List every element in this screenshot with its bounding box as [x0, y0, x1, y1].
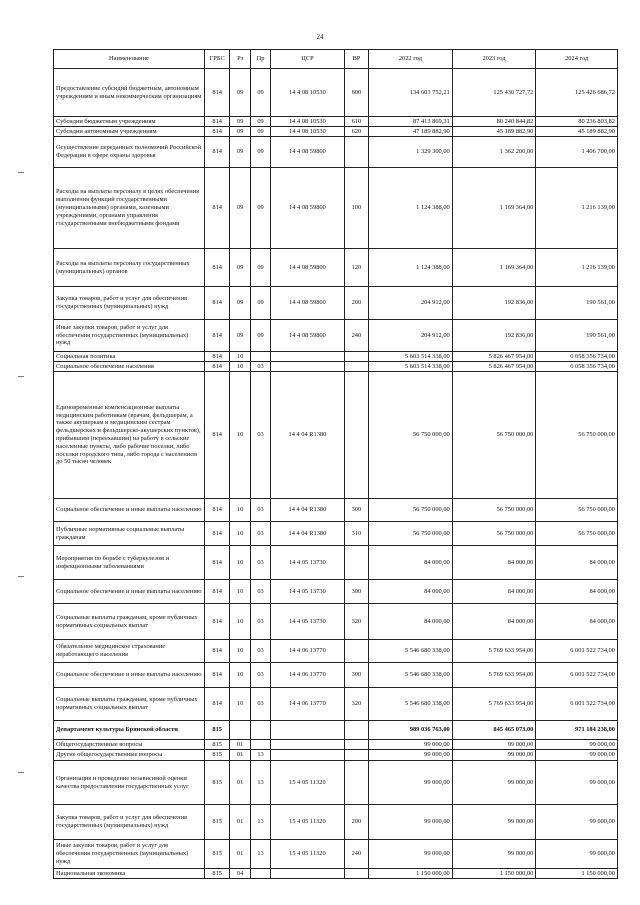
row-amount-2024: 971 184 238,00: [536, 721, 618, 740]
row-amount-2024: 1 216 139,00: [536, 249, 618, 287]
row-amount-2023: 56 750 000,00: [452, 372, 536, 499]
row-csr: 14 4 06 13770: [271, 688, 344, 721]
row-name: Социальное обеспечение населения: [54, 362, 205, 372]
row-rz: 09: [230, 117, 250, 127]
row-vr: [344, 546, 368, 580]
row-name: Обязательное медицинское страхование неработающего населения: [54, 640, 205, 663]
row-rz: 10: [230, 522, 250, 546]
row-rz: 10: [230, 640, 250, 663]
row-amount-2023: 5 769 633 954,00: [452, 688, 536, 721]
row-amount-2024: 125 426 686,72: [536, 69, 618, 117]
row-csr: 14 4 04 R1380: [271, 499, 344, 522]
row-vr: 600: [344, 69, 368, 117]
row-amount-2023: 56 750 000,00: [452, 522, 536, 546]
row-rz: 01: [230, 750, 250, 761]
table-row: [54, 287, 618, 320]
row-name: Публичные нормативные социальные выплаты гражданам: [54, 522, 205, 546]
row-name: Департамент культуры Брянской области: [54, 721, 205, 740]
row-amount-2024: 84 000,00: [536, 546, 618, 580]
row-name: Закупка товаров, работ и услуг для обеспечения государственных (муниципальных) нужд: [54, 287, 205, 320]
row-csr: [271, 869, 344, 879]
row-amount-2023: 5 826 467 954,00: [452, 362, 536, 372]
row-amount-2022: 84 000,00: [369, 580, 453, 604]
row-amount-2022: 5 546 680 338,00: [369, 640, 453, 663]
row-rz: 04: [230, 869, 250, 879]
row-amount-2022: 99 000,00: [369, 805, 453, 840]
row-rz: 09: [230, 287, 250, 320]
row-name: Социальные выплаты гражданам, кроме публичных нормативных социальных выплат: [54, 604, 205, 640]
budget-table: [53, 49, 618, 879]
row-amount-2022: 87 413 869,31: [369, 117, 453, 127]
table-row: [54, 352, 618, 362]
row-vr: [344, 740, 368, 750]
row-amount-2022: 47 189 882,90: [369, 127, 453, 137]
row-grbs: 814: [204, 168, 229, 249]
table-row: [54, 372, 618, 499]
row-csr: 14 4 08 59800: [271, 249, 344, 287]
table-row: [54, 499, 618, 522]
row-amount-2022: 99 000,00: [369, 840, 453, 869]
row-amount-2023: 5 826 467 954,00: [452, 352, 536, 362]
row-pr: 13: [250, 840, 270, 869]
row-grbs: 814: [204, 640, 229, 663]
column-header-pr: Пр: [250, 50, 270, 69]
row-csr: [271, 721, 344, 740]
row-amount-2024: 190 561,00: [536, 287, 618, 320]
row-name: Общегосударственные вопросы: [54, 740, 205, 750]
column-header-name: Наименование: [54, 50, 205, 69]
row-grbs: 814: [204, 688, 229, 721]
row-csr: 14 4 06 13770: [271, 640, 344, 663]
row-amount-2023: 99 000,00: [452, 840, 536, 869]
row-csr: 14 4 05 13730: [271, 580, 344, 604]
table-row: [54, 640, 618, 663]
row-csr: 14 4 08 59800: [271, 137, 344, 168]
row-amount-2023: 84 000,00: [452, 604, 536, 640]
row-pr: 13: [250, 750, 270, 761]
row-amount-2023: 99 000,00: [452, 740, 536, 750]
row-name: Социальная политика: [54, 352, 205, 362]
row-amount-2022: 56 750 000,00: [369, 499, 453, 522]
page-number: 24: [316, 33, 324, 41]
row-amount-2023: 125 430 727,72: [452, 69, 536, 117]
column-header-vr: ВР: [344, 50, 368, 69]
row-grbs: 814: [204, 69, 229, 117]
column-header-csr: ЦСР: [271, 50, 344, 69]
row-amount-2024: 84 000,00: [536, 604, 618, 640]
column-header-2023: 2023 год: [452, 50, 536, 69]
row-amount-2024: 1 406 700,00: [536, 137, 618, 168]
row-grbs: 814: [204, 249, 229, 287]
row-vr: [344, 721, 368, 740]
row-vr: [344, 761, 368, 805]
table-row: [54, 805, 618, 840]
row-csr: 14 4 04 R1380: [271, 372, 344, 499]
row-grbs: 814: [204, 604, 229, 640]
row-pr: 03: [250, 640, 270, 663]
row-grbs: 815: [204, 740, 229, 750]
row-rz: 09: [230, 127, 250, 137]
column-header-rz: Рз: [230, 50, 250, 69]
row-pr: 09: [250, 287, 270, 320]
row-csr: [271, 352, 344, 362]
row-pr: 09: [250, 137, 270, 168]
row-csr: [271, 740, 344, 750]
row-amount-2024: 6 001 522 734,00: [536, 688, 618, 721]
row-rz: 10: [230, 604, 250, 640]
table-row: [54, 168, 618, 249]
row-vr: 240: [344, 840, 368, 869]
row-amount-2022: 5 546 680 338,00: [369, 663, 453, 688]
row-csr: [271, 362, 344, 372]
row-rz: 01: [230, 840, 250, 869]
row-csr: 14 4 06 13770: [271, 663, 344, 688]
row-pr: 03: [250, 372, 270, 499]
row-vr: 200: [344, 287, 368, 320]
row-grbs: 814: [204, 372, 229, 499]
table-row: [54, 604, 618, 640]
row-amount-2022: 99 000,00: [369, 750, 453, 761]
row-grbs: 814: [204, 320, 229, 352]
row-grbs: 815: [204, 750, 229, 761]
row-amount-2024: 1 150 000,00: [536, 869, 618, 879]
row-amount-2024: 56 750 000,00: [536, 499, 618, 522]
row-grbs: 814: [204, 137, 229, 168]
row-amount-2022: 1 124 388,00: [369, 249, 453, 287]
table-row: [54, 546, 618, 580]
table-header-row: [54, 50, 618, 69]
row-grbs: 815: [204, 761, 229, 805]
row-amount-2024: 1 216 139,00: [536, 168, 618, 249]
table-row: [54, 362, 618, 372]
row-name: Закупка товаров, работ и услуг для обеспечения государственных (муниципальных) нужд: [54, 805, 205, 840]
row-amount-2022: 204 912,00: [369, 320, 453, 352]
row-amount-2022: 56 750 000,00: [369, 522, 453, 546]
row-csr: 14 4 08 59800: [271, 168, 344, 249]
row-rz: 09: [230, 168, 250, 249]
margin-mark: [18, 576, 24, 577]
row-pr: 09: [250, 127, 270, 137]
row-rz: 10: [230, 499, 250, 522]
row-rz: 09: [230, 320, 250, 352]
row-vr: [344, 352, 368, 362]
row-grbs: 814: [204, 499, 229, 522]
row-rz: 10: [230, 688, 250, 721]
table-row: [54, 69, 618, 117]
row-grbs: 815: [204, 805, 229, 840]
row-pr: 03: [250, 663, 270, 688]
row-name: Иные закупки товаров, работ и услуг для обеспечения государственных (муниципальных) нужд: [54, 320, 205, 352]
row-amount-2024: 99 000,00: [536, 805, 618, 840]
row-pr: 03: [250, 580, 270, 604]
row-vr: [344, 750, 368, 761]
row-name: Организация и проведение независимой оценки качества предоставления государственных услуг: [54, 761, 205, 805]
row-grbs: 814: [204, 663, 229, 688]
table-row: [54, 580, 618, 604]
row-amount-2024: 99 000,00: [536, 750, 618, 761]
row-name: Социальные выплаты гражданам, кроме публичных нормативных социальных выплат: [54, 688, 205, 721]
row-amount-2022: 5 603 514 338,00: [369, 362, 453, 372]
row-rz: 01: [230, 761, 250, 805]
row-vr: 620: [344, 127, 368, 137]
row-grbs: 814: [204, 580, 229, 604]
row-amount-2022: 989 036 763,00: [369, 721, 453, 740]
row-grbs: 814: [204, 127, 229, 137]
row-grbs: 814: [204, 287, 229, 320]
row-amount-2024: 56 750 000,00: [536, 522, 618, 546]
row-grbs: 815: [204, 869, 229, 879]
table-row: [54, 761, 618, 805]
row-csr: 14 4 08 59800: [271, 320, 344, 352]
row-name: Мероприятия по борьбе с туберкулезом и инфекционными заболеваниями: [54, 546, 205, 580]
row-vr: 310: [344, 522, 368, 546]
row-pr: 09: [250, 249, 270, 287]
row-amount-2023: 192 836,00: [452, 287, 536, 320]
table-row: [54, 320, 618, 352]
row-amount-2022: 99 000,00: [369, 761, 453, 805]
row-rz: 01: [230, 805, 250, 840]
row-amount-2023: 80 240 844,82: [452, 117, 536, 127]
row-vr: 200: [344, 805, 368, 840]
row-amount-2023: 1 169 364,00: [452, 168, 536, 249]
row-pr: 09: [250, 168, 270, 249]
row-amount-2023: 84 000,00: [452, 546, 536, 580]
row-amount-2023: 1 169 364,00: [452, 249, 536, 287]
row-rz: 10: [230, 372, 250, 499]
row-name: Национальная экономика: [54, 869, 205, 879]
row-amount-2024: 99 000,00: [536, 740, 618, 750]
row-csr: [271, 750, 344, 761]
row-pr: 03: [250, 546, 270, 580]
row-pr: [250, 721, 270, 740]
row-amount-2023: 5 769 633 954,00: [452, 663, 536, 688]
row-grbs: 815: [204, 840, 229, 869]
row-vr: [344, 640, 368, 663]
row-pr: 09: [250, 320, 270, 352]
row-csr: 15 4 05 11320: [271, 805, 344, 840]
row-grbs: 814: [204, 546, 229, 580]
row-amount-2023: 845 465 073,00: [452, 721, 536, 740]
row-amount-2024: 45 189 882,90: [536, 127, 618, 137]
row-name: Единовременные компенсационные выплаты медицинским работникам (врачам, фельдшерам, а также акушеркам и медицинским сестрам фельдшерских и фельдшерско-акушерских пунктов), прибывшим (переехавшим) на работу в сельские населенные пункты, либо рабочие поселки, либо поселки городского типа, либо города с населением до 50 тысяч человек: [54, 372, 205, 499]
column-header-2024: 2024 год: [536, 50, 618, 69]
row-vr: [344, 869, 368, 879]
row-amount-2022: 204 912,00: [369, 287, 453, 320]
row-csr: 14 4 08 10530: [271, 117, 344, 127]
row-pr: 03: [250, 362, 270, 372]
row-pr: 09: [250, 117, 270, 127]
row-amount-2024: 80 236 803,82: [536, 117, 618, 127]
row-vr: 240: [344, 320, 368, 352]
row-name: Расходы на выплаты персоналу государственных (муниципальных) органов: [54, 249, 205, 287]
row-csr: 14 4 05 13730: [271, 546, 344, 580]
row-amount-2022: 5 546 680 338,00: [369, 688, 453, 721]
row-pr: [250, 352, 270, 362]
row-csr: 14 4 08 10530: [271, 127, 344, 137]
row-pr: 13: [250, 761, 270, 805]
margin-mark: [18, 772, 24, 773]
row-pr: 03: [250, 688, 270, 721]
row-amount-2024: 6 058 356 734,00: [536, 362, 618, 372]
row-amount-2023: 192 836,00: [452, 320, 536, 352]
row-amount-2024: 84 000,00: [536, 580, 618, 604]
row-vr: 300: [344, 580, 368, 604]
row-pr: 03: [250, 499, 270, 522]
row-amount-2023: 84 000,00: [452, 580, 536, 604]
row-amount-2022: 56 750 000,00: [369, 372, 453, 499]
row-rz: 10: [230, 663, 250, 688]
row-amount-2023: 1 150 000,00: [452, 869, 536, 879]
row-vr: 300: [344, 499, 368, 522]
row-amount-2022: 134 603 752,21: [369, 69, 453, 117]
row-amount-2023: 99 000,00: [452, 750, 536, 761]
row-amount-2023: 1 362 200,00: [452, 137, 536, 168]
row-vr: 320: [344, 688, 368, 721]
row-grbs: 815: [204, 721, 229, 740]
row-pr: 03: [250, 522, 270, 546]
table-row: [54, 117, 618, 127]
row-amount-2024: 6 001 522 734,00: [536, 640, 618, 663]
margin-mark: [18, 376, 24, 377]
table-row: [54, 721, 618, 740]
table-row: [54, 137, 618, 168]
row-vr: [344, 137, 368, 168]
row-amount-2022: 1 329 300,00: [369, 137, 453, 168]
table-row: [54, 127, 618, 137]
table-row: [54, 663, 618, 688]
row-name: Социальное обеспечение и иные выплаты населению: [54, 499, 205, 522]
row-rz: 01: [230, 740, 250, 750]
row-vr: 610: [344, 117, 368, 127]
row-amount-2023: 99 000,00: [452, 761, 536, 805]
row-rz: 10: [230, 580, 250, 604]
row-pr: 09: [250, 69, 270, 117]
row-csr: 14 4 04 R1380: [271, 522, 344, 546]
row-rz: 09: [230, 69, 250, 117]
table-row: [54, 869, 618, 879]
row-pr: 03: [250, 604, 270, 640]
margin-mark: [18, 172, 24, 173]
row-vr: 320: [344, 604, 368, 640]
row-grbs: 814: [204, 522, 229, 546]
row-vr: 300: [344, 663, 368, 688]
row-amount-2024: 190 561,00: [536, 320, 618, 352]
table-row: [54, 740, 618, 750]
row-amount-2022: 1 150 000,00: [369, 869, 453, 879]
row-rz: 09: [230, 249, 250, 287]
row-amount-2024: 6 001 522 734,00: [536, 663, 618, 688]
row-amount-2022: 5 603 514 338,00: [369, 352, 453, 362]
row-csr: 14 4 08 59800: [271, 287, 344, 320]
row-rz: 10: [230, 352, 250, 362]
row-csr: 15 4 05 11320: [271, 840, 344, 869]
row-name: Осуществление переданных полномочий Российской Федерации в сфере охраны здоровья: [54, 137, 205, 168]
row-vr: 100: [344, 168, 368, 249]
row-name: Предоставление субсидий бюджетным, автономным учреждениям и иным некоммерческим организациям: [54, 69, 205, 117]
row-csr: 14 4 08 10530: [271, 69, 344, 117]
row-amount-2022: 84 000,00: [369, 546, 453, 580]
table-row: [54, 522, 618, 546]
table-row: [54, 840, 618, 869]
row-pr: [250, 869, 270, 879]
column-header-grbs: ГРБС: [204, 50, 229, 69]
row-name: Социальное обеспечение и иные выплаты населению: [54, 663, 205, 688]
table-row: [54, 750, 618, 761]
row-name: Социальное обеспечение и иные выплаты населению: [54, 580, 205, 604]
row-amount-2022: 1 124 388,00: [369, 168, 453, 249]
row-vr: [344, 362, 368, 372]
row-csr: 14 4 05 13730: [271, 604, 344, 640]
row-name: Субсидии бюджетным учреждениям: [54, 117, 205, 127]
table-row: [54, 249, 618, 287]
row-name: Субсидии автономным учреждениям: [54, 127, 205, 137]
row-rz: 10: [230, 546, 250, 580]
row-amount-2023: 5 769 633 954,00: [452, 640, 536, 663]
row-name: Иные закупки товаров, работ и услуг для обеспечения государственных (муниципальных) нужд: [54, 840, 205, 869]
row-rz: 10: [230, 362, 250, 372]
row-pr: [250, 740, 270, 750]
row-vr: 120: [344, 249, 368, 287]
row-amount-2024: 99 000,00: [536, 840, 618, 869]
row-amount-2023: 45 189 882,90: [452, 127, 536, 137]
row-amount-2024: 99 000,00: [536, 761, 618, 805]
row-vr: [344, 372, 368, 499]
table-row: [54, 688, 618, 721]
row-grbs: 814: [204, 352, 229, 362]
row-rz: [230, 721, 250, 740]
row-csr: 15 4 05 11320: [271, 761, 344, 805]
row-amount-2022: 84 000,00: [369, 604, 453, 640]
row-pr: 13: [250, 805, 270, 840]
row-name: Расходы на выплаты персоналу в целях обеспечения выполнения функций государственными (муниципальными) органами, казенными учреждениями, органами управления государственными внебюджетными фондами: [54, 168, 205, 249]
row-grbs: 814: [204, 117, 229, 127]
row-amount-2023: 56 750 000,00: [452, 499, 536, 522]
row-name: Другие общегосударственные вопросы: [54, 750, 205, 761]
row-grbs: 814: [204, 362, 229, 372]
row-amount-2023: 99 000,00: [452, 805, 536, 840]
table-body: [54, 69, 618, 879]
row-amount-2022: 99 000,00: [369, 740, 453, 750]
row-amount-2024: 6 058 356 734,00: [536, 352, 618, 362]
row-amount-2024: 56 750 000,00: [536, 372, 618, 499]
row-rz: 09: [230, 137, 250, 168]
column-header-2022: 2022 год: [369, 50, 453, 69]
